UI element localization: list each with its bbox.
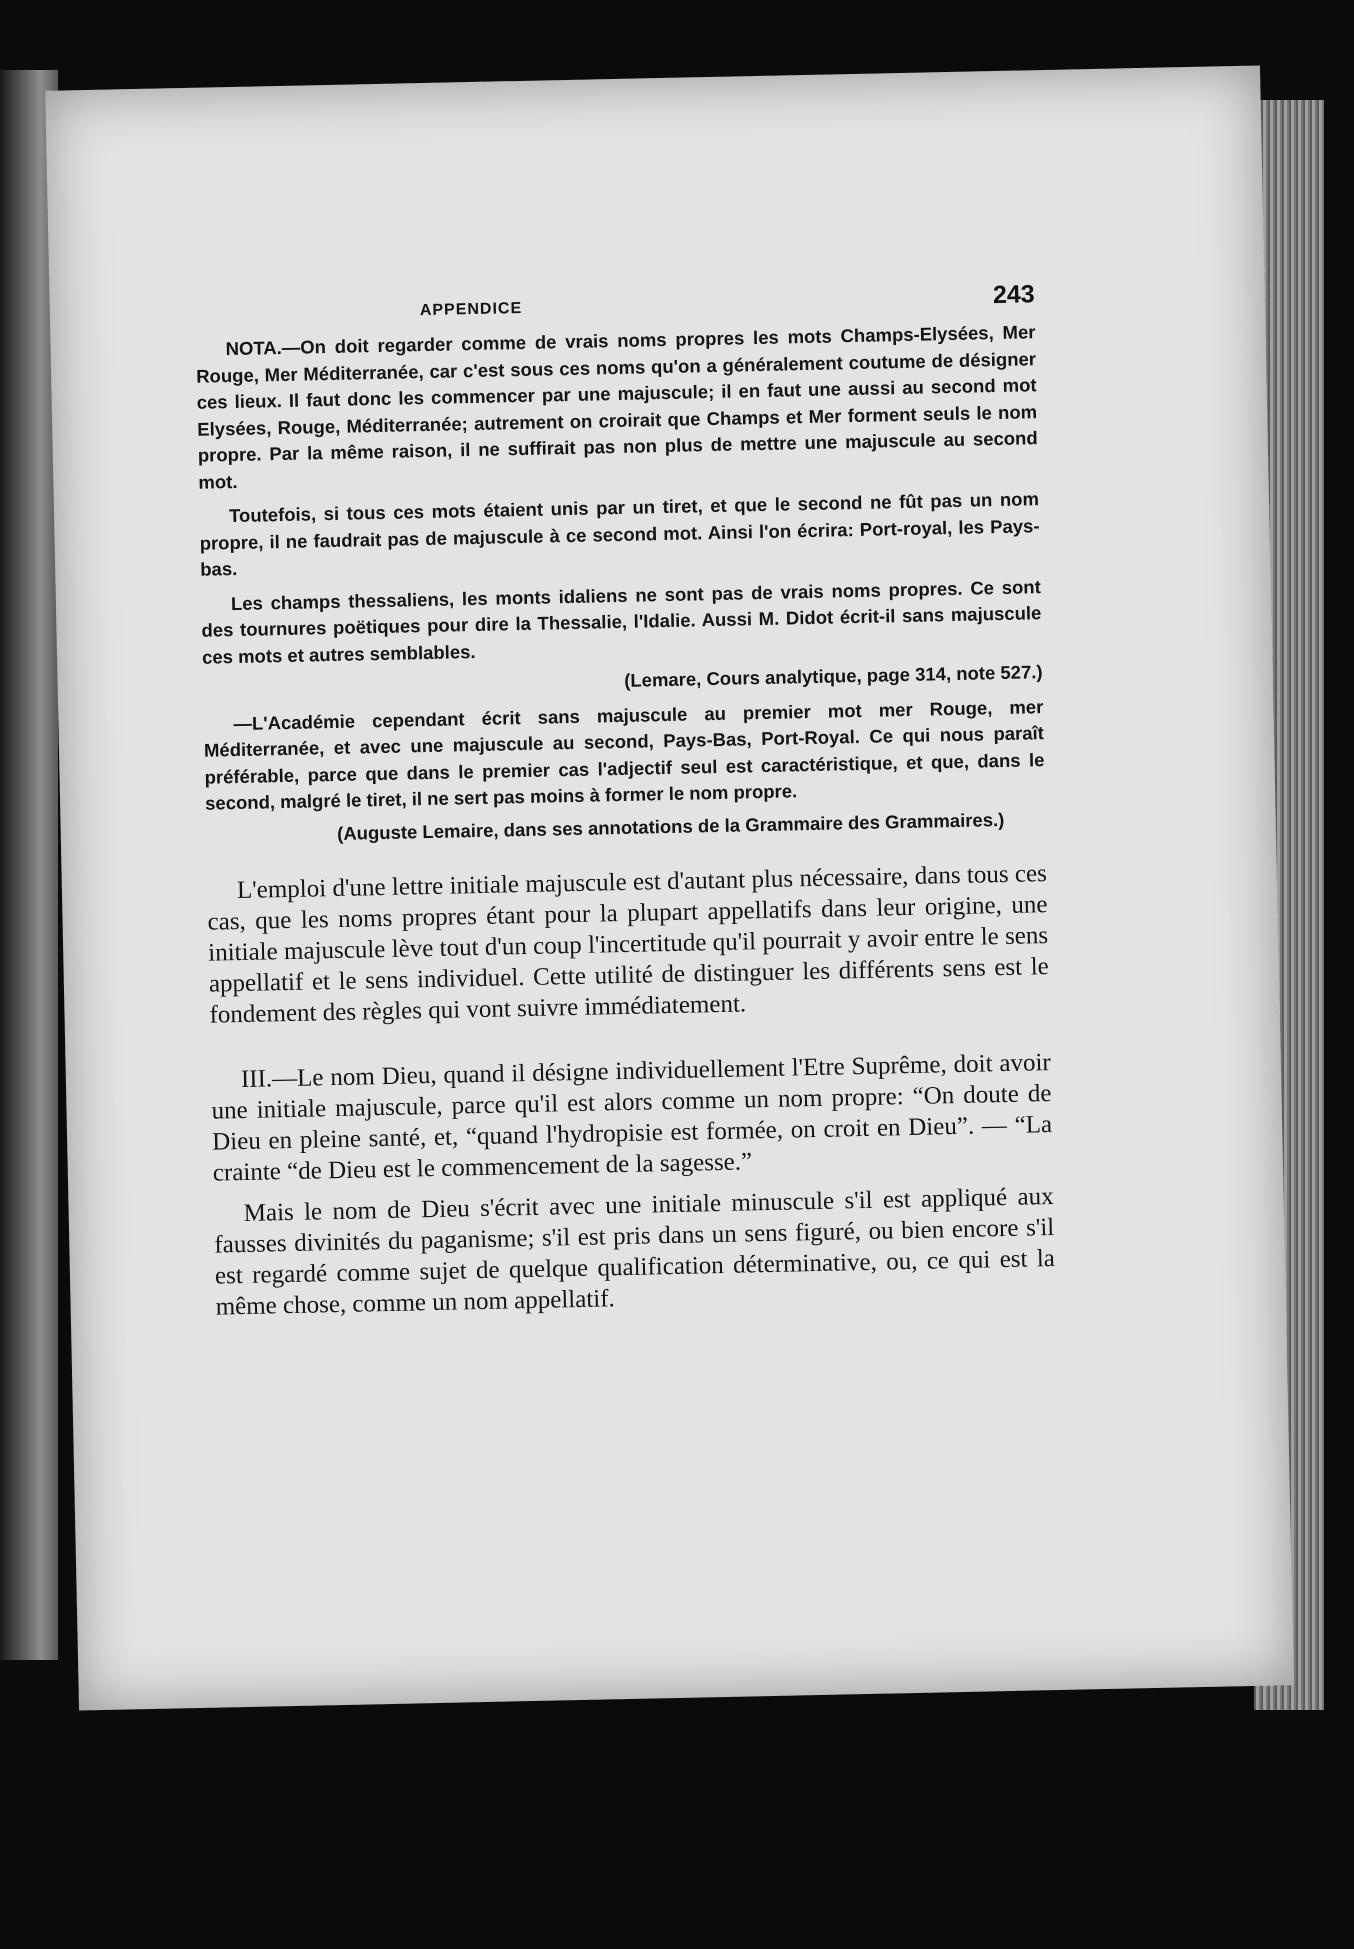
page-content: [195, 280, 1056, 1322]
section-paragraph: III.—Le nom Dieu, quand il désigne individuellement l'Etre Suprême, doit avoir une initiale majuscule, parce qu'il est alors comme un nom propre: “On doute de Dieu en pleine santé, et, “quand l'hydropisie est formée, on croit en Dieu”. — “La crainte “de Dieu est le commencement de la sagesse.”: [211, 1049, 1053, 1187]
body-paragraph: L'emploi d'une lettre initiale majuscule est d'autant plus nécessaire, dans tous ces cas, que les noms propres étant pour la plupart appellatifs dans leur origine, une initiale majuscule lève tout d'un coup l'incertitude qu'il pourrait y avoir entre le sens appellatif et le sens individuel. Cette utilité de distinguer les différents sens est le fondement des règles qui vont suivre immédiatement.: [207, 860, 1050, 1029]
nota-paragraph: —L'Académie cependant écrit sans majuscule au premier mot mer Rouge, mer Méditerranée, et avec une majuscule au second, Pays-Bas, Port-Royal. Ce qui nous paraît préférable, parce que dans le premier cas l'adjectif seul est caractéristique, et que, dans le second, malgré le tiret, il ne sert pas moins à former le nom propre.: [203, 695, 1045, 814]
running-head: [419, 280, 1034, 322]
running-title: APPENDICE: [419, 299, 523, 320]
citation: (Auguste Lemaire, dans ses annotations de la Grammaire des Grammaires.): [336, 808, 1005, 844]
main-text: [207, 858, 1056, 1322]
nota-block: [195, 319, 1046, 849]
citation: (Lemare, Cours analytique, page 314, note 527.): [623, 661, 1043, 691]
nota-paragraph: Toutefois, si tous ces mots étaient unis par un tiret, et que le second ne fût pas un nom propre, il ne faudrait pas de majuscule à ce second mot. Ainsi l'on écrira: Port-royal, les Pays-bas.: [199, 488, 1040, 580]
nota-paragraph: NOTA.—On doit regarder comme de vrais noms propres les mots Champs-Elysées, Mer Rouge, Mer Méditerranée, car c'est sous ces noms qu'on a généralement coutume de désigner ces lieux. Il faut donc les commencer par une majuscule; il en faut une aussi au second mot Elysées, Rouge, Méditerranée; autrement on croirait que Champs et Mer forment seuls le nom propre. Par la même raison, il ne suffirait pas non plus de mettre une majuscule au second mot.: [195, 321, 1038, 493]
body-paragraph: Mais le nom de Dieu s'écrit avec une initiale minuscule s'il est appliqué aux fausses divinités du paganisme; s'il est pris dans un sens figuré, ou bien encore s'il est regardé comme sujet de quelque qualification déterminative, ou, ce qui est la même chose, comme un nom appellatif.: [214, 1183, 1056, 1321]
book-page: [45, 65, 1294, 1710]
nota-paragraph: Les champs thessaliens, les monts idaliens ne sont pas de vrais noms propres. Ce sont des tournures poëtiques pour dire la Thessalie, l'Idalie. Aussi M. Didot écrit-il sans majuscule ces mots et autres semblables.: [201, 575, 1042, 668]
page-number: 243: [992, 280, 1035, 310]
